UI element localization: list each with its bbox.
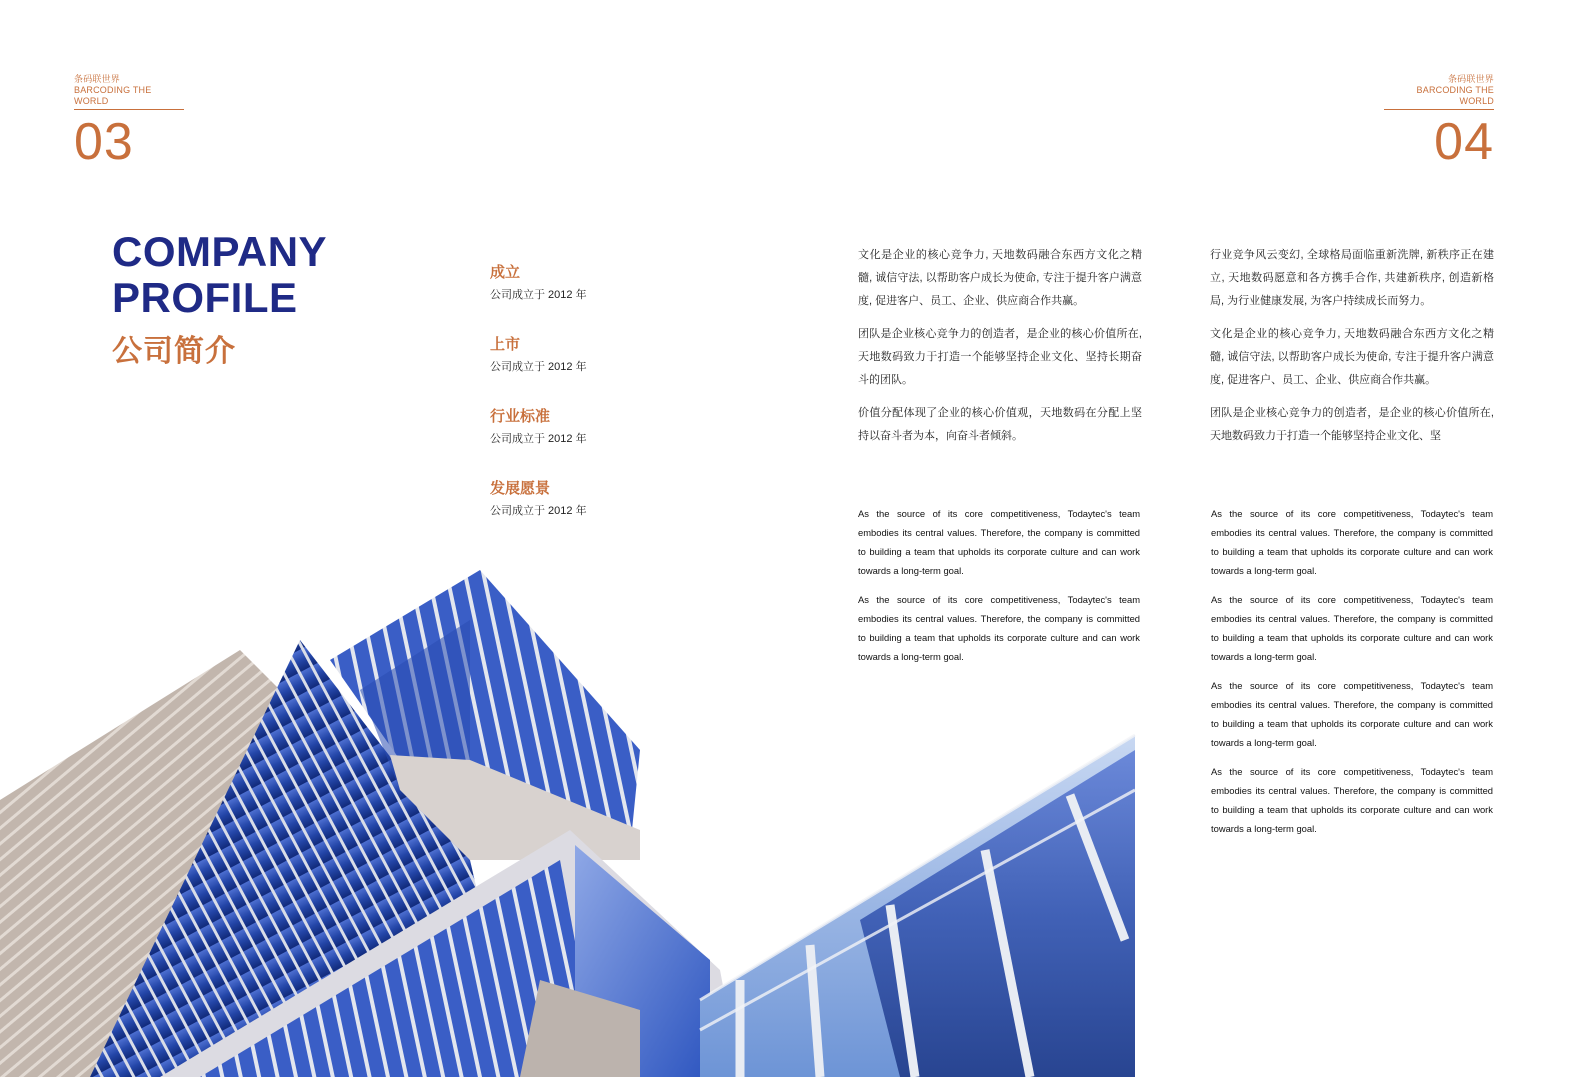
en-paragraph: As the source of its core competitiveness, Todaytec's team embodies its central values. Therefore, the company is committed to building a team that upholds its corporate culture and can work towards a long-term goal. [858, 594, 1140, 662]
brand-en-line2: WORLD [74, 96, 109, 106]
title-en-line1: COMPANY [112, 228, 328, 275]
milestone-text: 公司成立于 2012 年 [490, 289, 587, 301]
section-title [112, 229, 327, 369]
en-paragraph: As the source of its core competitiveness, Todaytec's team embodies its central values. Therefore, the company is committed to building a team that upholds its corporate culture and can work towards a long-term goal. [858, 508, 1140, 576]
title-cn: 公司简介 [112, 335, 236, 368]
en-paragraph: As the source of its core competitiveness, Todaytec's team embodies its central values. Therefore, the company is committed to building a team that upholds its corporate culture and can work towards a long-term goal. [1211, 680, 1493, 748]
en-column-2 [1211, 504, 1493, 848]
en-paragraph: As the source of its core competitiveness, Todaytec's team embodies its central values. Therefore, the company is committed to building a team that upholds its corporate culture and can work towards a long-term goal. [1211, 508, 1493, 576]
milestone-text: 公司成立于 2012 年 [490, 433, 587, 445]
page-number-left: 03 [74, 113, 134, 171]
milestone-title: 成立 [490, 264, 521, 281]
cn-column-1 [858, 244, 1142, 458]
milestones-list [490, 264, 690, 552]
header-rule [1384, 109, 1494, 110]
header-rule [74, 109, 184, 110]
brand-cn: 条码联世界 [74, 74, 121, 84]
milestone-title: 发展愿景 [490, 480, 551, 497]
cn-paragraph: 团队是企业核心竞争力的创造者，是企业的核心价值所在, 天地数码致力于打造一个能够坚持企业文化、坚 [1210, 407, 1494, 442]
cn-paragraph: 价值分配体现了企业的核心价值观，天地数码在分配上坚持以奋斗者为本，向奋斗者倾斜。 [858, 407, 1142, 442]
cn-paragraph: 文化是企业的核心竞争力, 天地数码融合东西方文化之精髓, 诚信守法, 以帮助客户成长为使命, 专注于提升客户满意度, 促进客户、员工、企业、供应商合作共赢。 [858, 249, 1142, 307]
milestone-item [490, 408, 690, 480]
brand-en-line1: BARCODING THE [1416, 85, 1494, 95]
milestone-text: 公司成立于 2012 年 [490, 505, 587, 517]
cn-column-2 [1210, 244, 1494, 458]
title-en-line2: PROFILE [112, 274, 298, 321]
milestone-title: 上市 [490, 336, 521, 353]
cn-paragraph: 文化是企业的核心竞争力, 天地数码融合东西方文化之精髓, 诚信守法, 以帮助客户成长为使命, 专注于提升客户满意度, 促进客户、员工、企业、供应商合作共赢。 [1210, 328, 1494, 386]
brand-cn: 条码联世界 [1447, 74, 1494, 84]
en-paragraph: As the source of its core competitiveness, Todaytec's team embodies its central values. Therefore, the company is committed to building a team that upholds its corporate culture and can work towards a long-term goal. [1211, 594, 1493, 662]
page-number-right: 04 [1434, 113, 1494, 171]
milestone-item [490, 480, 690, 552]
left-page-header [74, 74, 186, 171]
en-paragraph: As the source of its core competitiveness, Todaytec's team embodies its central values. Therefore, the company is committed to building a team that upholds its corporate culture and can work towards a long-term goal. [1211, 766, 1493, 834]
brand-en-line1: BARCODING THE [74, 85, 152, 95]
en-column-1 [858, 504, 1140, 676]
cn-paragraph: 行业竞争风云变幻, 全球格局面临重新洗牌, 新秩序正在建立, 天地数码愿意和各方携手合作, 共建新秩序, 创造新格局, 为行业健康发展, 为客户持续成长而努力。 [1210, 249, 1494, 307]
milestone-text: 公司成立于 2012 年 [490, 361, 587, 373]
milestone-title: 行业标准 [490, 408, 551, 425]
milestone-item [490, 336, 690, 408]
right-page-header [1382, 74, 1494, 171]
brand-en-line2: WORLD [1459, 96, 1494, 106]
milestone-item [490, 264, 690, 336]
cn-paragraph: 团队是企业核心竞争力的创造者，是企业的核心价值所在, 天地数码致力于打造一个能够坚持企业文化、坚持长期奋斗的团队。 [858, 328, 1142, 386]
